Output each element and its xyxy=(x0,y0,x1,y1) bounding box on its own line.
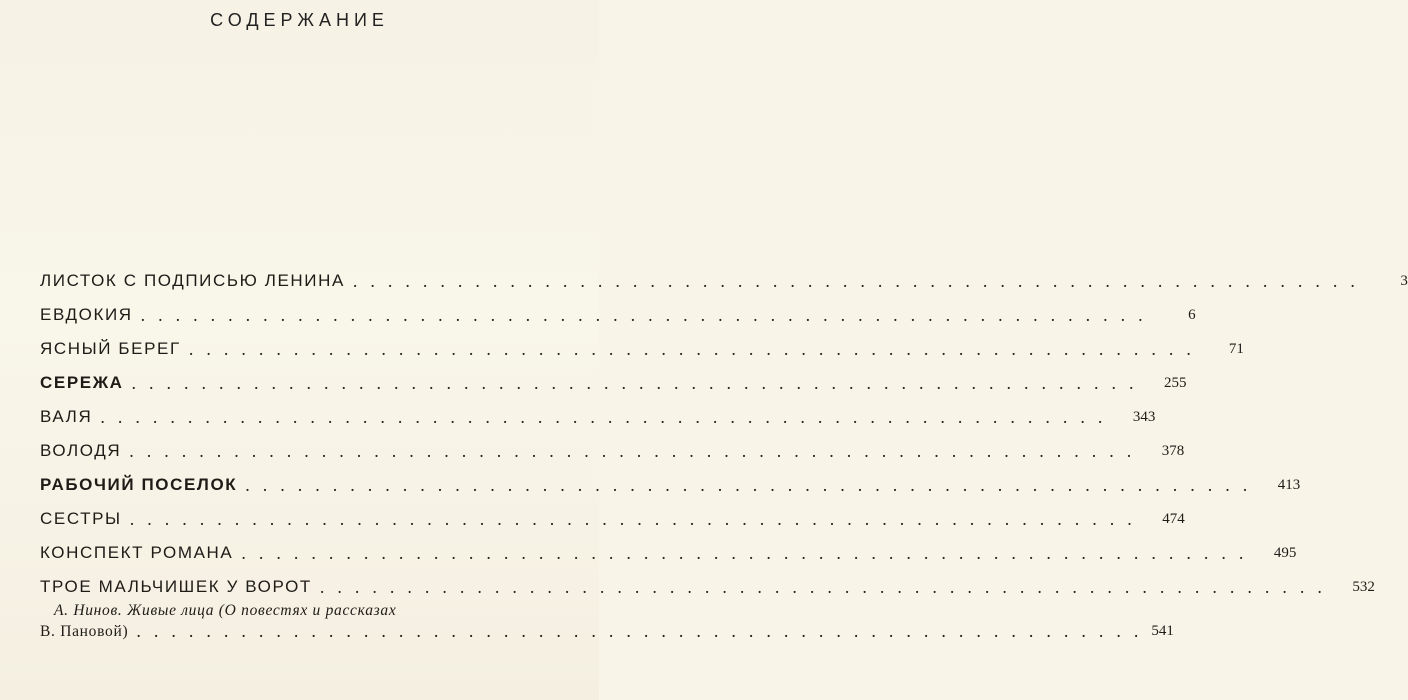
toc-entry-page: 413 xyxy=(1277,477,1301,493)
toc-entry-title: ВОЛОДЯ xyxy=(40,441,122,460)
toc-entry-page: 474 xyxy=(1162,511,1185,527)
toc-entry xyxy=(40,428,1185,462)
toc-entry xyxy=(40,564,1375,598)
leader-dots: .......................................................... xyxy=(129,509,1145,529)
toc-entry-page: 71 xyxy=(1228,341,1244,357)
toc-entry-title: СЕСТРЫ xyxy=(40,509,122,528)
toc-entry-title: РАБОЧИЙ ПОСЕЛОК xyxy=(40,475,238,494)
afterword-author: А. Нинов. xyxy=(54,602,123,619)
leader-dots: .......................................................... xyxy=(241,543,1257,563)
toc-entry-title: ЛИСТОК С ПОДПИСЬЮ ЛЕНИНА xyxy=(40,271,345,290)
toc-entry xyxy=(40,462,1301,496)
toc-entry-title: ЕВДОКИЯ xyxy=(40,305,133,324)
afterword-title-part1: Живые лица (О повестях и рассказах xyxy=(127,602,397,619)
toc-entry-page: 255 xyxy=(1164,375,1187,391)
leader-dots: .......................................................... xyxy=(245,475,1261,495)
leader-dots: .......................................................... xyxy=(100,407,1116,427)
toc-entry-title: ТРОЕ МАЛЬЧИШЕК У ВОРОТ xyxy=(40,577,312,596)
toc-entry xyxy=(40,496,1185,530)
toc-entry-page: 3 xyxy=(1400,273,1408,289)
toc-entry xyxy=(40,360,1187,394)
toc-entry-title: КОНСПЕКТ РОМАНА xyxy=(40,543,234,562)
afterword-line-2 xyxy=(40,621,1174,642)
toc-entry xyxy=(40,326,1244,360)
toc-entry-page: 495 xyxy=(1273,545,1297,561)
toc-entry-title: ЯСНЫЙ БЕРЕГ xyxy=(40,339,181,358)
leader-dots: .......................................................... xyxy=(129,441,1145,461)
leader-dots: .......................................................... xyxy=(352,271,1368,291)
afterword-entry xyxy=(40,600,1174,642)
toc-entry-page: 378 xyxy=(1161,443,1185,459)
page-title: СОДЕРЖАНИЕ xyxy=(210,10,389,30)
afterword-title-part2: В. Пановой) xyxy=(40,623,129,640)
leader-dots: .......................................................... xyxy=(131,373,1147,393)
afterword-page: 541 xyxy=(1151,623,1174,639)
table-of-contents xyxy=(40,258,1408,598)
toc-entry xyxy=(40,530,1297,564)
toc-entry xyxy=(40,258,1408,292)
toc-entry-page: 532 xyxy=(1352,579,1375,595)
toc-entry-page: 6 xyxy=(1188,307,1196,323)
toc-entry-title: СЕРЕЖА xyxy=(40,373,124,392)
afterword-line-1 xyxy=(40,600,558,621)
toc-entry xyxy=(40,292,1196,326)
leader-dots: .......................................................... xyxy=(188,339,1204,359)
toc-entry-page: 343 xyxy=(1132,409,1156,425)
leader-dots: .......................................................... xyxy=(136,621,1152,641)
toc-entry xyxy=(40,394,1156,428)
leader-dots: .......................................................... xyxy=(319,577,1335,597)
toc-entry-title: ВАЛЯ xyxy=(40,407,93,426)
leader-dots: .......................................................... xyxy=(140,305,1156,325)
